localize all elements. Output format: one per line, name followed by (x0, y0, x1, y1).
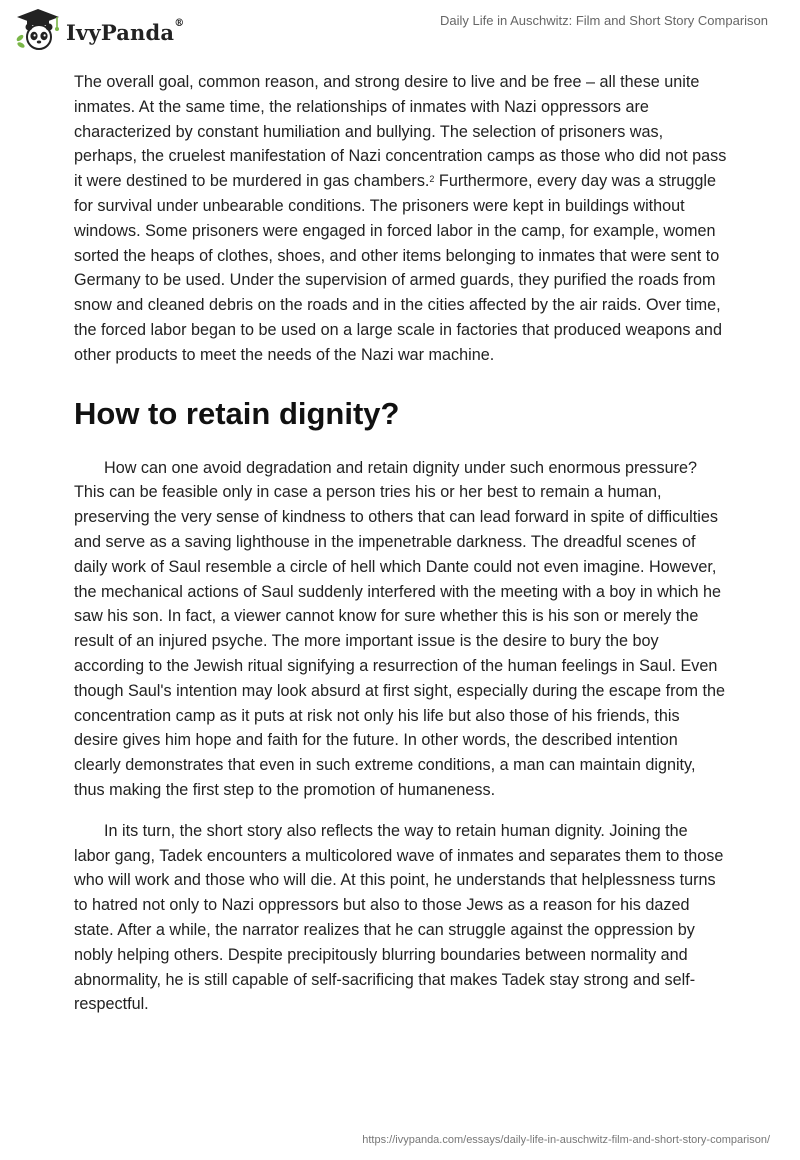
paragraph-saul-dignity: How can one avoid degradation and retain dignity under such enormous pressure? This can be feasible only in case a person tries his or her best to remain a human, preserving the very sense of kindness to others that can lead forward in spite of difficulties and serve as a saving lighthouse in the impenetrable darkness. The dreadful scenes of daily work of Saul resemble a circle of hell which Dante could not even imagine. However, the mechanical actions of Saul suddenly interfered with the meeting with a boy in which he saw his son. In fact, a viewer cannot know for sure whether this is his son or merely the result of an injured psyche. The more important issue is the desire to bury the boy according to the Jewish ritual signifying a resurrection of the human feelings in Saul. Even though Saul's intention may look absurd at first sight, especially during the escape from the concentration camp as it puts at risk not only his life but also those of his friends, this desire gives him hope and faith for the future. In other words, the described intention clearly demonstrates that even in such extreme conditions, a man can maintain dignity, thus making the first step to the promotion of humaneness. (74, 458, 725, 799)
essay-content (74, 70, 728, 1017)
paragraph-text: The overall goal, common reason, and strong desire to live and be free – all these unite inmates. At the same time, the relationships of inmates with Nazi oppressors are characterized by constant humiliation and bullying. The selection of prisoners was, perhaps, the cruelest manifestation of Nazi concentration camps as those who did not pass it were destined to be murdered in gas chambers. (74, 73, 727, 191)
footnote-reference[interactable]: 2 (429, 174, 435, 185)
logo-text (66, 17, 185, 45)
ivypanda-logo[interactable] (14, 8, 184, 52)
source-url[interactable]: https://ivypanda.com/essays/daily-life-in-auschwitz-film-and-short-story-comparison/ (362, 1134, 770, 1146)
paragraph-spacer (74, 803, 728, 819)
page-header (0, 0, 800, 60)
registered-mark: ® (174, 17, 185, 29)
paragraph-text: Furthermore, every day was a struggle for survival under unbearable conditions. The prisoners were kept in buildings without windows. Some prisoners were engaged in forced labor in the camp, for example, women sorted the heaps of clothes, shoes, and other items belonging to inmates that were sent to Germany to be used. Under the supervision of armed guards, they purified the roads from snow and cleaned debris on the roads and in the cities affected by the air raids. Over time, the forced labor began to be used on a large scale in factories that produced weapons and other products to meet the needs of the Nazi war machine. (74, 172, 722, 364)
logo-wordmark: IvyPanda (66, 19, 175, 45)
panda-graduation-cap-icon (14, 8, 62, 52)
paragraph-short-story: In its turn, the short story also reflects the way to retain human dignity. Joining the labor gang, Tadek encounters a multicolored wave of inmates and separates them to those who will work and those who will die. At this point, he understands that helplessness turns to hatred not only to Nazi oppressors but also to those Jews as a reason for his dazed state. After a while, the narrator realizes that he can struggle against the oppression by nobly helping others. Despite precipitously blurring boundaries between normality and abnormality, he is still capable of self-sacrificing that makes Tadek stay strong and self-respectful. (74, 821, 724, 1014)
document-title: Daily Life in Auschwitz: Film and Short Story Comparison (439, 13, 768, 28)
paragraph-inmates-life (74, 70, 728, 368)
section-heading: How to retain dignity? (74, 395, 400, 431)
